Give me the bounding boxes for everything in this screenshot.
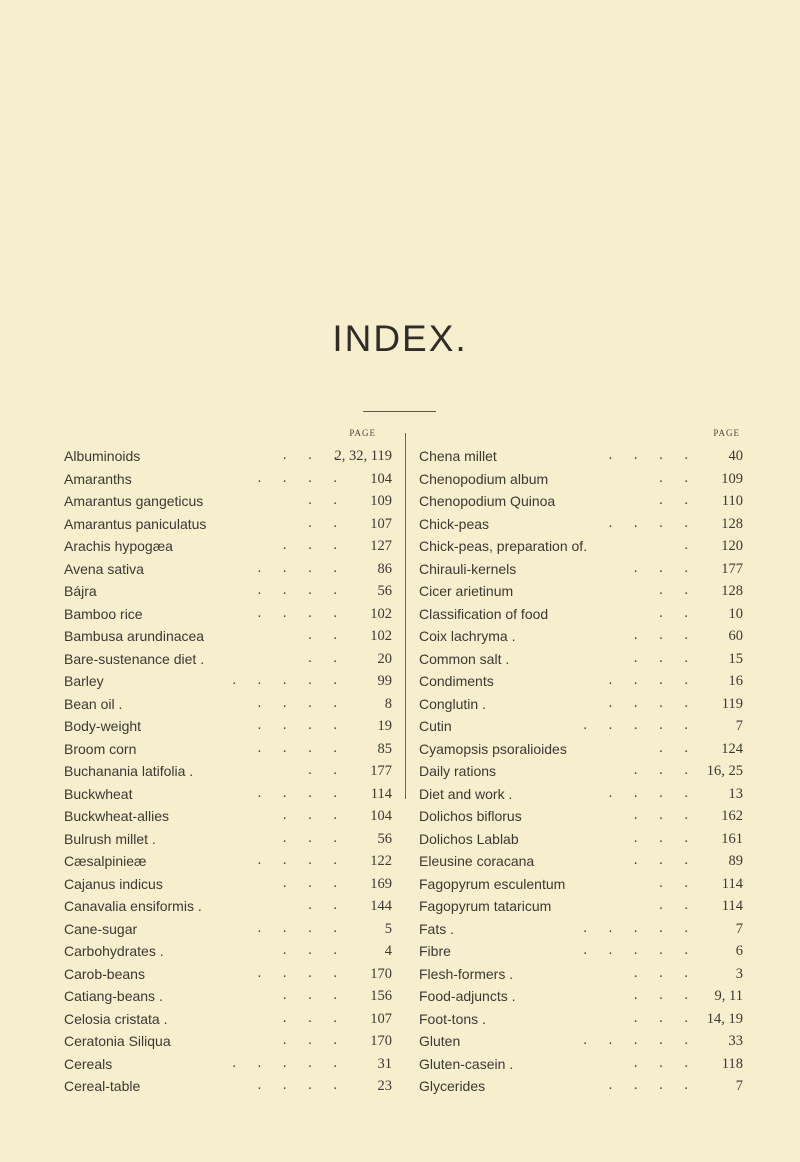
page-reference: 20 <box>377 650 392 667</box>
page-reference: 86 <box>377 560 392 577</box>
index-entry <box>64 940 392 963</box>
page-reference: 6 <box>735 943 743 959</box>
index-entry <box>419 693 743 716</box>
page-reference: 177 <box>370 763 392 779</box>
page-reference: 170 <box>370 1033 392 1049</box>
index-term: Daily rations <box>419 763 497 779</box>
index-term: Ceratonia Siliqua <box>64 1033 171 1049</box>
page-reference: 109 <box>370 493 392 509</box>
index-term: Amarantus gangeticus <box>64 493 204 509</box>
index-term: Flesh-formers . <box>419 965 514 982</box>
leader-dots: . . . . <box>257 784 346 801</box>
index-term: Cereal-table <box>64 1078 141 1094</box>
index-entry <box>419 963 743 986</box>
index-entry <box>419 490 743 513</box>
leader-dots: . . . . <box>257 739 346 756</box>
index-entry <box>419 850 743 873</box>
index-term: Broom corn <box>64 740 137 757</box>
index-term: Food-adjuncts . <box>419 988 516 1004</box>
index-entry <box>64 963 392 986</box>
index-entry <box>64 1053 392 1076</box>
leader-dots: . . . . <box>257 717 346 733</box>
leader-dots: . . . . <box>257 919 346 936</box>
index-term: Dolichos biflorus <box>419 808 522 824</box>
index-term: Common salt . <box>419 650 510 667</box>
leader-dots: . . . <box>633 1009 697 1026</box>
index-entry <box>419 1053 743 1076</box>
leader-dots: . . . <box>633 762 697 778</box>
leader-dots: . . . <box>282 537 346 553</box>
leader-dots: . . . <box>633 852 697 868</box>
leader-dots: . . <box>308 627 346 643</box>
leader-dots: . . <box>659 469 697 486</box>
leader-dots: . . . . . <box>232 1054 346 1071</box>
index-entry <box>64 715 392 738</box>
index-entry <box>64 513 392 536</box>
leader-dots: . . . . <box>257 964 346 981</box>
index-term: Barley <box>64 673 104 689</box>
index-term: Bamboo rice <box>64 605 143 622</box>
index-entry <box>64 603 392 626</box>
page-reference: 56 <box>377 830 392 847</box>
index-term: Conglutin . <box>419 695 486 712</box>
page-reference: 104 <box>370 470 392 487</box>
index-entry <box>419 985 743 1008</box>
index-term: Bájra <box>64 583 97 599</box>
leader-dots: . . <box>659 897 697 913</box>
page-reference: 19 <box>377 718 392 734</box>
index-term: Buchanania latifolia . <box>64 763 194 779</box>
page-reference: 14, 19 <box>706 1010 743 1027</box>
index-entry <box>64 828 392 851</box>
leader-dots: . . . . <box>257 559 346 576</box>
page-column-header: PAGE <box>349 428 376 438</box>
index-entry <box>64 445 392 468</box>
page-reference: 7 <box>735 718 743 734</box>
index-term: Condiments <box>419 673 494 689</box>
leader-dots: . . . . <box>257 694 346 711</box>
leader-dots: . . . . . <box>583 919 697 936</box>
index-term: Cæsalpinieæ <box>64 853 147 869</box>
page-reference: 122 <box>370 853 392 869</box>
index-entry <box>64 783 392 806</box>
index-column-right <box>419 428 743 1098</box>
leader-dots: . . <box>659 582 697 598</box>
page-reference: 170 <box>370 965 392 982</box>
index-entry <box>419 1075 743 1098</box>
index-term: Arachis hypogæa <box>64 538 173 554</box>
index-term: Fats . <box>419 920 455 937</box>
page-reference: 120 <box>721 538 743 554</box>
index-entry <box>419 760 743 783</box>
index-entry <box>419 940 743 963</box>
page-reference: 114 <box>370 785 392 802</box>
leader-dots: . . . <box>282 1032 346 1048</box>
index-term: Chenopodium album <box>419 470 549 487</box>
page-reference: 104 <box>370 808 392 824</box>
index-term: Fagopyrum tataricum <box>419 898 552 914</box>
index-entry <box>64 760 392 783</box>
page-reference: 161 <box>721 830 743 847</box>
page-reference: 128 <box>721 583 743 599</box>
leader-dots: . . . . <box>257 1077 346 1093</box>
page-reference: 99 <box>377 673 392 689</box>
page-reference: 114 <box>721 875 743 892</box>
page-reference: 85 <box>377 740 392 757</box>
index-entry <box>419 715 743 738</box>
page-reference: 118 <box>721 1055 743 1072</box>
index-entry <box>64 670 392 693</box>
leader-dots: . . . <box>282 447 346 463</box>
leader-dots: . . . <box>633 559 697 576</box>
index-term: Buckwheat <box>64 785 133 802</box>
index-term: Chirauli-kernels <box>419 560 517 577</box>
index-entry <box>419 1008 743 1031</box>
page-reference: 107 <box>370 1010 392 1027</box>
index-entry <box>64 873 392 896</box>
page-reference: 7 <box>735 1078 743 1094</box>
index-entry <box>419 648 743 671</box>
leader-dots: . . . <box>633 987 697 1003</box>
leader-dots: . <box>684 537 697 553</box>
index-term: Celosia cristata . <box>64 1010 168 1027</box>
index-entry <box>64 648 392 671</box>
leader-dots: . . . . <box>608 447 697 463</box>
index-term: Cyamopsis psoralioides <box>419 740 567 757</box>
page-reference: 162 <box>721 808 743 824</box>
page-reference: 128 <box>721 515 743 532</box>
index-entry <box>64 490 392 513</box>
index-term: Cereals <box>64 1055 113 1072</box>
index-entry <box>419 603 743 626</box>
index-term: Cutin <box>419 718 452 734</box>
leader-dots: . . . . . <box>583 717 697 733</box>
page-reference: 15 <box>728 650 743 667</box>
index-term: Fibre <box>419 943 451 959</box>
page-reference: 13 <box>728 785 743 802</box>
leader-dots: . . <box>659 604 697 621</box>
index-entry <box>64 1030 392 1053</box>
index-entry <box>419 558 743 581</box>
index-term: Diet and work . <box>419 785 513 802</box>
index-entry <box>419 670 743 693</box>
index-term: Avena sativa <box>64 560 144 577</box>
index-entry <box>64 468 392 491</box>
page-reference: 144 <box>370 898 392 914</box>
index-term: Coix lachryma . <box>419 628 516 644</box>
leader-dots: . . <box>659 874 697 891</box>
index-entry-list <box>64 445 392 1098</box>
leader-dots: . . . . <box>608 694 697 711</box>
page-reference: 23 <box>377 1078 392 1094</box>
index-entry <box>419 445 743 468</box>
page-reference: 60 <box>728 628 743 644</box>
index-term: Albuminoids <box>64 448 141 464</box>
page-reference: 102 <box>370 605 392 622</box>
page-reference: 102 <box>370 628 392 644</box>
page-reference: 3 <box>735 965 743 982</box>
index-term: Gluten-casein . <box>419 1055 514 1072</box>
leader-dots: . . . . <box>608 672 697 688</box>
leader-dots: . . <box>308 514 346 531</box>
index-term: Dolichos Lablab <box>419 830 519 847</box>
index-entry <box>64 693 392 716</box>
index-term: Catiang-beans . <box>64 988 163 1004</box>
leader-dots: . . . <box>282 807 346 823</box>
index-entry <box>64 535 392 558</box>
page-reference: 156 <box>370 988 392 1004</box>
leader-dots: . . . <box>282 942 346 958</box>
index-term: Classification of food <box>419 605 549 622</box>
leader-dots: . . . . <box>608 784 697 801</box>
index-entry <box>419 513 743 536</box>
index-term: Bulrush millet . <box>64 830 156 847</box>
leader-dots: . . . . <box>257 852 346 868</box>
page-reference: 16 <box>728 673 743 689</box>
index-term: Carob-beans <box>64 965 145 982</box>
page-column-header: PAGE <box>713 428 740 438</box>
leader-dots: . . <box>659 739 697 756</box>
index-entry <box>64 850 392 873</box>
index-entry-list <box>419 445 743 1098</box>
index-term: Cajanus indicus <box>64 875 163 892</box>
index-entry <box>419 1030 743 1053</box>
page-reference: 177 <box>721 560 743 577</box>
leader-dots: . . . <box>282 1009 346 1026</box>
leader-dots: . . <box>308 492 346 508</box>
page-reference: 110 <box>721 493 743 509</box>
index-column-left <box>64 428 392 1098</box>
leader-dots: . . . . <box>608 514 697 531</box>
index-term: Chenopodium Quinoa <box>419 493 556 509</box>
index-entry <box>64 918 392 941</box>
leader-dots: . . . <box>282 829 346 846</box>
index-term: Cicer arietinum <box>419 583 514 599</box>
index-entry <box>64 558 392 581</box>
index-term: Bare-sustenance diet . <box>64 650 205 667</box>
page-reference: 7 <box>735 920 743 937</box>
index-term: Bambusa arundinacea <box>64 628 205 644</box>
leader-dots: . . . <box>633 807 697 823</box>
index-entry <box>419 625 743 648</box>
column-divider <box>405 433 406 799</box>
index-entry <box>64 1008 392 1031</box>
page-reference: 119 <box>721 695 743 712</box>
page-reference: 109 <box>721 470 743 487</box>
index-term: Bean oil . <box>64 695 123 712</box>
leader-dots: . . . . . <box>583 1032 697 1048</box>
index-term: Foot-tons . <box>419 1010 486 1027</box>
page-reference: 40 <box>728 448 743 464</box>
page-reference: 9, 11 <box>714 988 743 1004</box>
page-reference: 10 <box>728 605 743 622</box>
leader-dots: . . <box>659 492 697 508</box>
page-reference: 127 <box>370 538 392 554</box>
leader-dots: . . <box>308 762 346 778</box>
index-term: Chick-peas <box>419 515 490 532</box>
index-entry <box>64 895 392 918</box>
leader-dots: . . . . <box>257 604 346 621</box>
leader-dots: . . . <box>633 829 697 846</box>
index-entry <box>419 918 743 941</box>
index-term: Chena millet <box>419 448 497 464</box>
index-term: Canavalia ensiformis . <box>64 898 202 914</box>
index-term: Gluten <box>419 1033 461 1049</box>
index-term: Amarantus paniculatus <box>64 515 207 532</box>
index-entry <box>64 580 392 603</box>
page-reference: 31 <box>377 1055 392 1072</box>
page-reference: 89 <box>728 853 743 869</box>
index-term: Glycerides <box>419 1078 486 1094</box>
page-reference: 124 <box>721 740 743 757</box>
page-reference: 16, 25 <box>706 763 743 779</box>
page-reference: 2, 32, 119 <box>334 448 392 464</box>
leader-dots: . . . . . <box>583 942 697 958</box>
index-entry <box>64 625 392 648</box>
leader-dots: . . . . <box>257 582 346 598</box>
leader-dots: . . . . . <box>232 672 346 688</box>
index-entry <box>419 468 743 491</box>
page-title: INDEX. <box>332 318 468 359</box>
index-term: Body-weight <box>64 718 142 734</box>
leader-dots: . . . <box>282 874 346 891</box>
page-reference: 56 <box>377 583 392 599</box>
page-reference: 33 <box>728 1033 743 1049</box>
leader-dots: . . . <box>282 987 346 1003</box>
leader-dots: . . <box>308 897 346 913</box>
index-entry <box>419 738 743 761</box>
index-term: Carbohydrates . <box>64 943 164 959</box>
index-term: Eleusine coracana <box>419 853 535 869</box>
index-entry <box>419 535 743 558</box>
index-entry <box>64 805 392 828</box>
page-reference: 169 <box>370 875 392 892</box>
title-rule <box>363 411 436 412</box>
leader-dots: . . . . <box>257 469 346 486</box>
index-entry <box>64 985 392 1008</box>
index-entry <box>419 805 743 828</box>
index-term: Fagopyrum esculentum <box>419 875 566 892</box>
index-term: Chick-peas, preparation of. <box>419 538 588 554</box>
page-reference: 114 <box>721 898 743 914</box>
leader-dots: . . . <box>633 1054 697 1071</box>
index-entry <box>64 738 392 761</box>
leader-dots: . . . <box>633 964 697 981</box>
page-reference: 5 <box>384 920 392 937</box>
index-term: Buckwheat-allies <box>64 808 170 824</box>
index-entry <box>419 873 743 896</box>
index-entry <box>64 1075 392 1098</box>
page-reference: 4 <box>384 943 392 959</box>
leader-dots: . . <box>308 649 346 666</box>
index-entry <box>419 783 743 806</box>
page-reference: 8 <box>384 695 392 712</box>
index-entry <box>419 828 743 851</box>
index-term: Cane-sugar <box>64 920 138 937</box>
leader-dots: . . . . <box>608 1077 697 1093</box>
page-reference: 107 <box>370 515 392 532</box>
index-entry <box>419 580 743 603</box>
leader-dots: . . . <box>633 627 697 643</box>
leader-dots: . . . <box>633 649 697 666</box>
index-entry <box>419 895 743 918</box>
index-term: Amaranths <box>64 470 132 487</box>
